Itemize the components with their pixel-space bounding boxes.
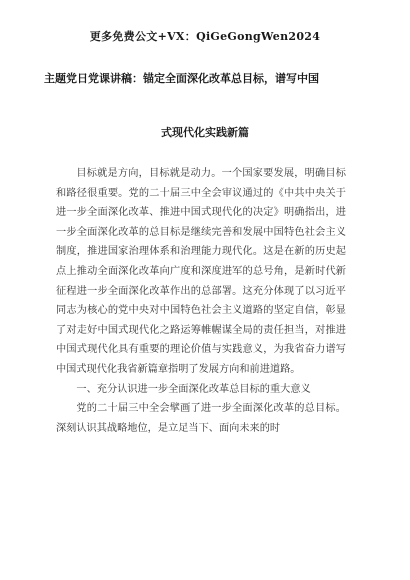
header-watermark-text: 更多免费公文+VX：QiGeGongWen2024	[89, 30, 321, 43]
body-text	[56, 164, 346, 438]
paragraph-intro: 目标就是方向，目标就是动力。一个国家要发展，明确目标和路径很重要。党的二十届三中全会审议通过的《中共中央关于进一步全面深化改革、推进中国式现代化的决定》明确指出，进一步全面深化改革的总目标是继续完善和发展中国特色社会主义制度，推进国家治理体系和治理能力现代化。这是在新的历史起点上推动全面深化改革向广度和深度进军的总号角，是新时代新征程进一步全面深化改革作出的总部署。这充分体现了以习近平同志为核心的党中央对中国特色社会主义道路的坚定自信，彰显了对走好中国式现代化之路运筹帷幄谋全局的责任担当，对推进中国式现代化具有重要的理论价值与实践意义，为我省奋力谱写中国式现代化我省新篇章指明了发展方向和前进道路。	[56, 168, 346, 375]
title-line-1: 主题党日党课讲稿：锚定全面深化改革总目标，谱写中国	[44, 72, 319, 85]
section-heading-1: 一、充分认识进一步全面深化改革总目标的重大意义	[76, 383, 311, 395]
title-line-2: 式现代化实践新篇	[161, 126, 249, 139]
paragraph-section-1: 党的二十届三中全会擘画了进一步全面深化改革的总目标。深刻认识其战略地位，是立足当下、面向未来的时	[56, 403, 346, 434]
